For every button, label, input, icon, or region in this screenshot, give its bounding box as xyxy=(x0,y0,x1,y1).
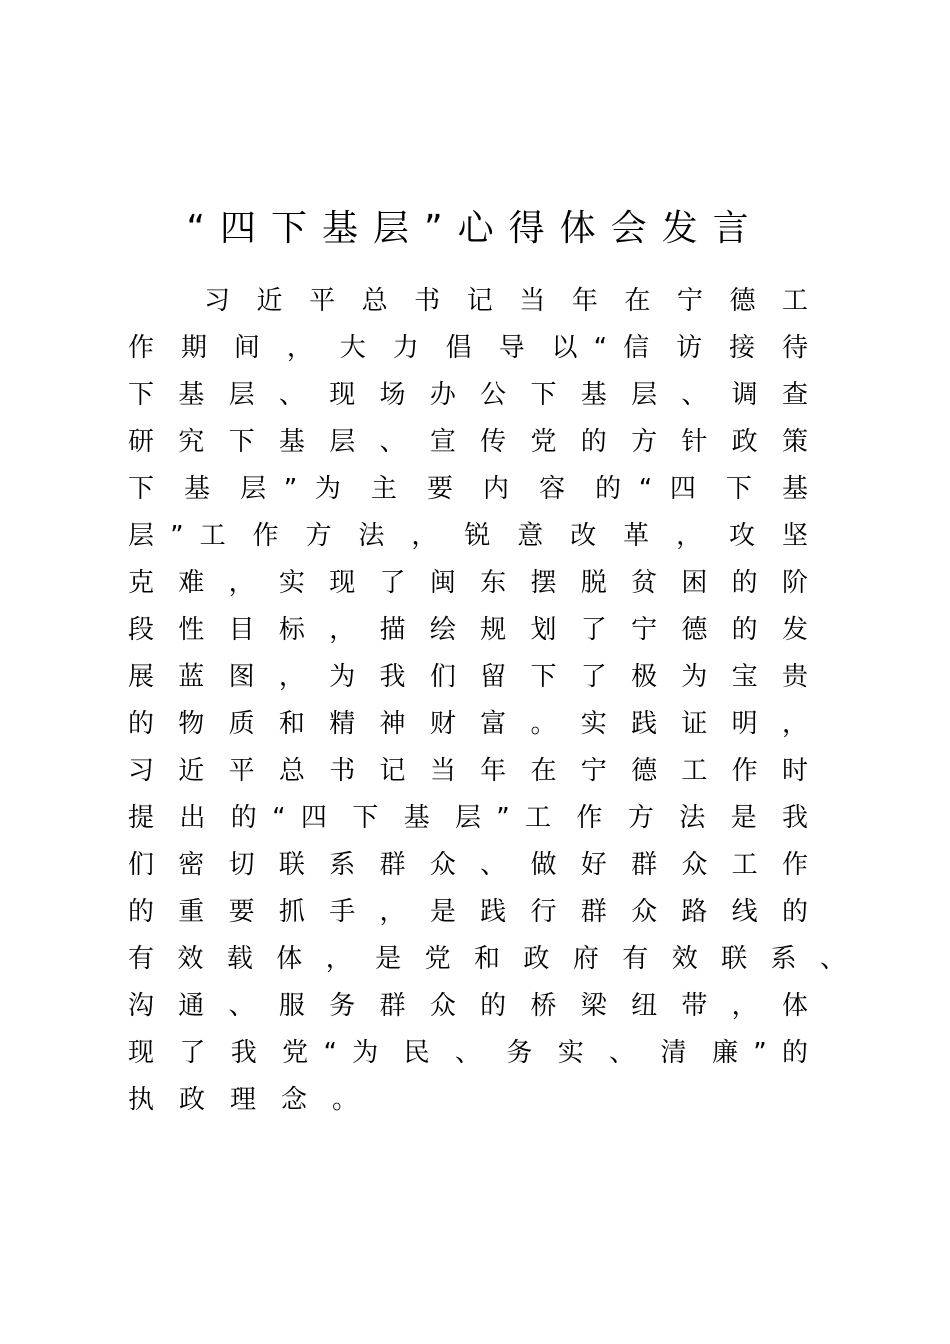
paragraph-line: 提 出 的 “ 四 下 基 层 ” 工 作 方 法 是 我 xyxy=(128,803,808,833)
paragraph-line: 研 究 下 基 层 、 宣 传 党 的 方 针 政 策 xyxy=(128,427,808,457)
paragraph-line: 作 期 间 ， 大 力 倡 导 以 “ 信 访 接 待 xyxy=(128,333,808,363)
paragraph-line: 的 物 质 和 精 神 财 富 。 实 践 证 明 ， xyxy=(128,709,808,739)
paragraph-line: 下 基 层 、 现 场 办 公 下 基 层 、 调 查 xyxy=(128,380,808,410)
body-paragraph xyxy=(128,278,846,1124)
paragraph-line: 执政理念。 xyxy=(128,1085,384,1115)
paragraph-line: 克 难 ， 实 现 了 闽 东 摆 脱 贫 困 的 阶 xyxy=(128,568,808,598)
paragraph-line: 展 蓝 图 ， 为 我 们 留 下 了 极 为 宝 贵 xyxy=(128,662,808,692)
paragraph-line: 们 密 切 联 系 群 众 、 做 好 群 众 工 作 xyxy=(128,850,808,880)
paragraph-line: 层 ” 工 作 方 法 ， 锐 意 改 革 ， 攻 坚 xyxy=(128,521,808,551)
paragraph-line: 习 近 平 总 书 记 当 年 在 宁 德 工 作 时 xyxy=(128,756,808,786)
paragraph-line: 习 近 平 总 书 记 当 年 在 宁 德 工 xyxy=(204,286,808,316)
paragraph-line: 段 性 目 标 ， 描 绘 规 划 了 宁 德 的 发 xyxy=(128,615,808,645)
paragraph-line: 的 重 要 抓 手 ， 是 践 行 群 众 路 线 的 xyxy=(128,897,808,927)
paragraph-line: 沟 通 、 服 务 群 众 的 桥 梁 纽 带 ， 体 xyxy=(128,991,808,1021)
paragraph-line: 有 效 载 体 ， 是 党 和 政 府 有 效 联 系 、 xyxy=(128,944,846,974)
paragraph-line: 下 基 层 ” 为 主 要 内 容 的 “ 四 下 基 xyxy=(128,474,808,504)
paragraph-line: 现 了 我 党 “ 为 民 、 务 实 、 清 廉 ” 的 xyxy=(128,1038,808,1068)
page-title: “四下基层”心得体会发言 xyxy=(186,208,764,249)
